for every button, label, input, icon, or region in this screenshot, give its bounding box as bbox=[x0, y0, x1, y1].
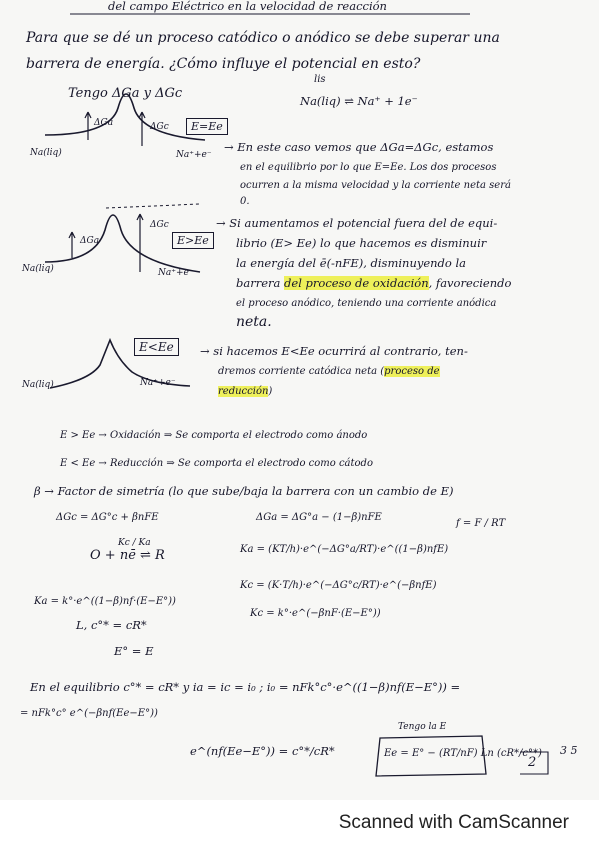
d1-label-a: ΔGa bbox=[94, 118, 114, 128]
page-number: 2 bbox=[528, 755, 537, 770]
eq-ka-short: Ka = k°·e^((1−β)nf·(E−E°)) bbox=[34, 596, 176, 607]
d1-condition-box: E=Ee bbox=[186, 118, 228, 135]
eq-concentration: L, c°* = cR* bbox=[76, 618, 147, 632]
eq-kc-short: Kc = k°·e^(−βnF·(E−E°)) bbox=[250, 608, 381, 619]
nernst-equation: Ee = E° − (RT/nF) Ln (cR*/c°*) bbox=[384, 748, 542, 759]
d1-desc-3: ocurren a la misma velocidad y la corriente neta será bbox=[240, 180, 511, 191]
margin-marks: 3 5 bbox=[560, 744, 578, 757]
beta-definition: β → Factor de simetría (lo que sube/baja la barrera con un cambio de E) bbox=[34, 484, 454, 498]
d1-desc-4: 0. bbox=[240, 196, 250, 207]
highlight-reduction-a: proceso de bbox=[384, 366, 440, 377]
exponential-ratio: e^(nf(Ee−E°)) = c°*/cR* bbox=[190, 744, 335, 758]
d2-desc-1: → Si aumentamos el potencial fuera del de equi- bbox=[216, 216, 498, 230]
d2-right-label: Na⁺+e⁻ bbox=[158, 268, 194, 278]
rule-oxidation: E > Ee → Oxidación ⇒ Se comporta el electrodo como ánodo bbox=[60, 430, 368, 441]
highlight-oxidation: del proceso de oxidación bbox=[284, 276, 429, 290]
d3-desc-1: → si hacemos E<Ee ocurrirá al contrario, ten- bbox=[200, 344, 468, 358]
diagram1-title: Tengo ΔGa y ΔGc bbox=[68, 86, 183, 101]
eq-ka-main: Ka = (KT/h)·e^(−ΔG°a/RT)·e^((1−β)nfE) bbox=[240, 544, 449, 555]
equilibrium-line: En el equilibrio c°* = cR* y ia = ic = i₀ ; i₀ = nFk°c°·e^((1−β)nf(E−E°)) = bbox=[30, 680, 461, 694]
eq-f: f = F / RT bbox=[456, 518, 506, 529]
d2-label-a: ΔGa bbox=[80, 236, 100, 246]
d3-left-label: Na(liq) bbox=[22, 380, 54, 390]
d3-desc-3: reducción) bbox=[218, 386, 273, 397]
eq-potential: E° = E bbox=[114, 644, 154, 658]
intro-line-1: Para que se dé un proceso catódico o anódico se debe superar una bbox=[26, 30, 500, 46]
eq-kc-ka: Kc / Ka bbox=[118, 538, 151, 548]
d2-desc-5: el proceso anódico, teniendo una corriente anódica bbox=[236, 298, 497, 309]
d3-condition-box: E<Ee bbox=[134, 338, 179, 356]
d2-condition-box: E>Ee bbox=[172, 232, 214, 249]
eq-dGc: ΔGc = ΔG°c + βnFE bbox=[56, 512, 159, 523]
d1-left-label: Na(liq) bbox=[30, 148, 62, 158]
d1-desc-2: en el equilibrio por lo que E=Ee. Los dos procesos bbox=[240, 162, 497, 173]
d2-desc-3: la energía del ē(-nFE), disminuyendo la bbox=[236, 256, 467, 270]
eq-redox: O + nē ⇌ R bbox=[90, 548, 165, 563]
d2-desc-2: librio (E> Ee) lo que hacemos es disminuir bbox=[236, 236, 487, 250]
d3-desc-2: dremos corriente catódica neta (proceso de bbox=[218, 366, 440, 377]
d2-desc-4: barrera del proceso de oxidación, favoreciendo bbox=[236, 276, 512, 290]
rule-reduction: E < Ee → Reducción ⇒ Se comporta el electrodo como cátodo bbox=[60, 458, 373, 469]
nernst-note: Tengo la E bbox=[398, 722, 447, 732]
exchange-current-line: = nFk°c° e^(−βnf(Ee−E°)) bbox=[20, 708, 158, 719]
reaction-equation: Na(liq) ⇌ Na⁺ + 1e⁻ bbox=[300, 94, 418, 108]
d2-desc-6: neta. bbox=[236, 314, 272, 330]
page-heading: del campo Eléctrico en la velocidad de reacción bbox=[108, 0, 387, 13]
eq-dGa: ΔGa = ΔG°a − (1−β)nFE bbox=[256, 512, 382, 523]
camscanner-footer: Scanned with CamScanner bbox=[338, 812, 569, 833]
highlight-reduction-b: reducción bbox=[218, 386, 269, 397]
d1-label-c: ΔGc bbox=[150, 122, 169, 132]
d3-right-label: Na⁺+e⁻ bbox=[140, 378, 176, 388]
intro-line-2: barrera de energía. ¿Cómo influye el potencial en esto? bbox=[26, 56, 421, 72]
d1-desc-1: → En este caso vemos que ΔGa=ΔGc, estamos bbox=[224, 140, 494, 154]
d2-left-label: Na(liq) bbox=[22, 264, 54, 274]
eq-kc-main: Kc = (K·T/h)·e^(−ΔG°c/RT)·e^(−βnfE) bbox=[240, 580, 437, 591]
reaction-arrow-label: lis bbox=[314, 74, 326, 85]
d2-label-c: ΔGc bbox=[150, 220, 169, 230]
d1-right-label: Na⁺+e⁻ bbox=[176, 150, 212, 160]
